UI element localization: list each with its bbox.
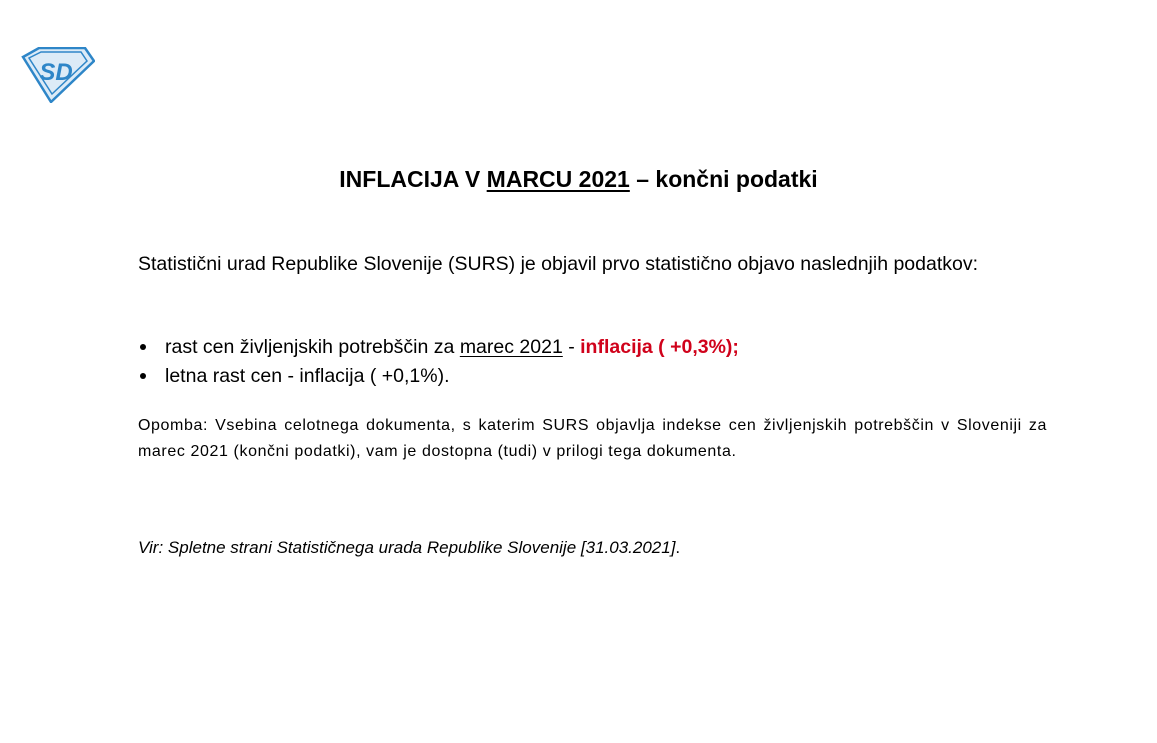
- bullet-2-text: letna rast cen - inflacija ( +0,1%).: [165, 365, 450, 387]
- source-text: Vir: Spletne strani Statističnega urada Republike Slovenije [31.03.2021]: [138, 538, 676, 557]
- note-paragraph: Opomba: Vsebina celotnega dokumenta, s katerim SURS objavlja indekse cen življenjskih potrebščin v Sloveniji za marec 2021 (končni podatki), vam je dostopna (tudi) v prilogi tega dokumenta.: [138, 417, 1047, 460]
- bullet-1-prefix: rast cen življenjskih potrebščin za: [165, 336, 455, 358]
- source-end: .: [675, 538, 681, 557]
- list-item: [138, 333, 1048, 362]
- page-title: [0, 166, 1157, 193]
- logo-text: SD: [39, 59, 73, 86]
- bullet-1-highlight: inflacija ( +0,3%);: [580, 336, 739, 358]
- sd-logo-icon: [21, 47, 95, 103]
- list-item: [138, 362, 1048, 391]
- title-part2: MARCU 2021: [486, 166, 630, 192]
- bullet-1-dash: -: [562, 336, 581, 358]
- source-line: [138, 538, 680, 558]
- bullet-list: [138, 333, 1048, 391]
- title-part3: – končni podatki: [636, 166, 818, 192]
- intro-paragraph: Statistični urad Republike Slovenije (SURS) je objavil prvo statistično objavo naslednjih podatkov:: [138, 253, 979, 275]
- bullet-1-underlined: marec 2021: [459, 336, 563, 358]
- title-part1: INFLACIJA V: [339, 166, 481, 192]
